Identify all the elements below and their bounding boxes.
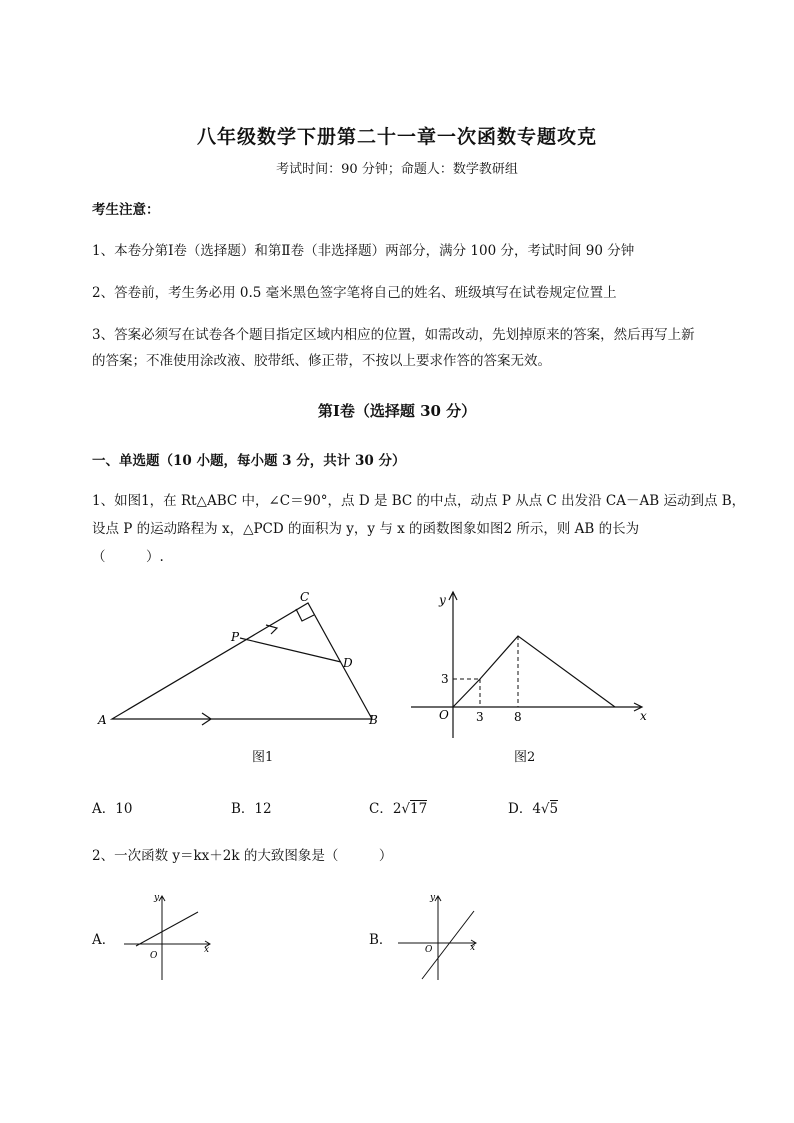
figure-1-caption: 图1 bbox=[252, 750, 274, 765]
figure-2-graph bbox=[405, 588, 665, 738]
origin-label: O bbox=[425, 945, 433, 955]
function-curve bbox=[453, 636, 615, 707]
label-c: C bbox=[300, 590, 310, 604]
q1-option-a[interactable]: A．10 bbox=[92, 801, 133, 817]
figure-1-triangle bbox=[90, 585, 390, 735]
tick-label-y3: 3 bbox=[441, 672, 449, 686]
axis-x-label: x bbox=[470, 943, 476, 953]
label-d: D bbox=[343, 656, 353, 670]
q1-stem-line3: （ ）. bbox=[92, 549, 164, 565]
q2-option-a-label[interactable]: A． bbox=[92, 932, 116, 948]
notice-item-3: 3、答案必须写在试卷各个题目指定区域内相应的位置，如需改动，先划掉原来的答案，然后再写上新 bbox=[92, 327, 695, 343]
origin-label: O bbox=[150, 951, 158, 961]
exam-subtitle: 考试时间：90 分钟；命题人：数学教研组 bbox=[276, 162, 518, 177]
label-b: B bbox=[369, 713, 378, 727]
section-title: 第Ⅰ卷（选择题 30 分） bbox=[317, 402, 477, 420]
label-p: P bbox=[231, 630, 240, 644]
q1-option-c-prefix: C．2 bbox=[369, 801, 402, 817]
axis-y-label: y bbox=[430, 893, 436, 903]
notice-item-2: 2、答卷前，考生务必用 0.5 毫米黑色签字笔将自己的姓名、班级填写在试卷规定位置上 bbox=[92, 285, 617, 301]
q1-stem-line2: 设点 P 的运动路程为 x，△PCD 的面积为 y，y 与 x 的函数图象如图2 所示，则 AB 的长为 bbox=[92, 521, 640, 537]
q1-option-d-radicand: 5 bbox=[549, 801, 559, 817]
label-a: A bbox=[98, 713, 107, 727]
q1-option-c-radicand: 17 bbox=[410, 801, 428, 817]
sqrt-symbol: √ bbox=[540, 801, 550, 817]
part-heading: 一、单选题（10 小题，每小题 3 分，共计 30 分） bbox=[92, 453, 406, 469]
axis-y-label: y bbox=[439, 593, 446, 607]
q1-option-b[interactable]: B．12 bbox=[231, 801, 272, 817]
notice-heading: 考生注意： bbox=[92, 202, 160, 218]
triangle-abc bbox=[112, 603, 372, 719]
function-line bbox=[136, 912, 198, 946]
tick-label-x3: 3 bbox=[476, 710, 484, 724]
q2-option-b-label[interactable]: B． bbox=[369, 932, 393, 948]
figure-2-caption: 图2 bbox=[514, 750, 536, 765]
q2-option-b-graph[interactable] bbox=[392, 888, 492, 988]
axis-x-label: x bbox=[204, 945, 210, 955]
sqrt-symbol: √ bbox=[401, 801, 411, 817]
axis-x-label: x bbox=[640, 709, 647, 723]
q2-stem: 2、一次函数 y＝kx＋2k 的大致图象是（ ） bbox=[92, 848, 393, 864]
q2-option-a-graph[interactable] bbox=[118, 888, 218, 988]
segment-pd bbox=[240, 638, 341, 662]
q1-stem-line1: 1、如图1，在 Rt△ABC 中，∠C＝90°，点 D 是 BC 的中点，动点 P 从点 C 出发沿 CA－AB 运动到点 B， bbox=[92, 493, 746, 509]
page-title: 八年级数学下册第二十一章一次函数专题攻克 bbox=[196, 126, 597, 148]
q1-option-c[interactable] bbox=[369, 799, 427, 819]
q1-option-d-prefix: D．4 bbox=[508, 801, 541, 817]
notice-item-3-cont: 的答案；不准使用涂改液、胶带纸、修正带，不按以上要求作答的答案无效。 bbox=[92, 353, 551, 369]
axis-y-label: y bbox=[154, 893, 160, 903]
notice-item-1: 1、本卷分第Ⅰ卷（选择题）和第Ⅱ卷（非选择题）两部分，满分 100 分，考试时间 90 分钟 bbox=[92, 243, 635, 259]
q1-option-d[interactable] bbox=[508, 799, 558, 819]
right-angle-mark bbox=[296, 609, 314, 621]
origin-label: O bbox=[439, 708, 449, 722]
tick-label-x8: 8 bbox=[514, 710, 522, 724]
